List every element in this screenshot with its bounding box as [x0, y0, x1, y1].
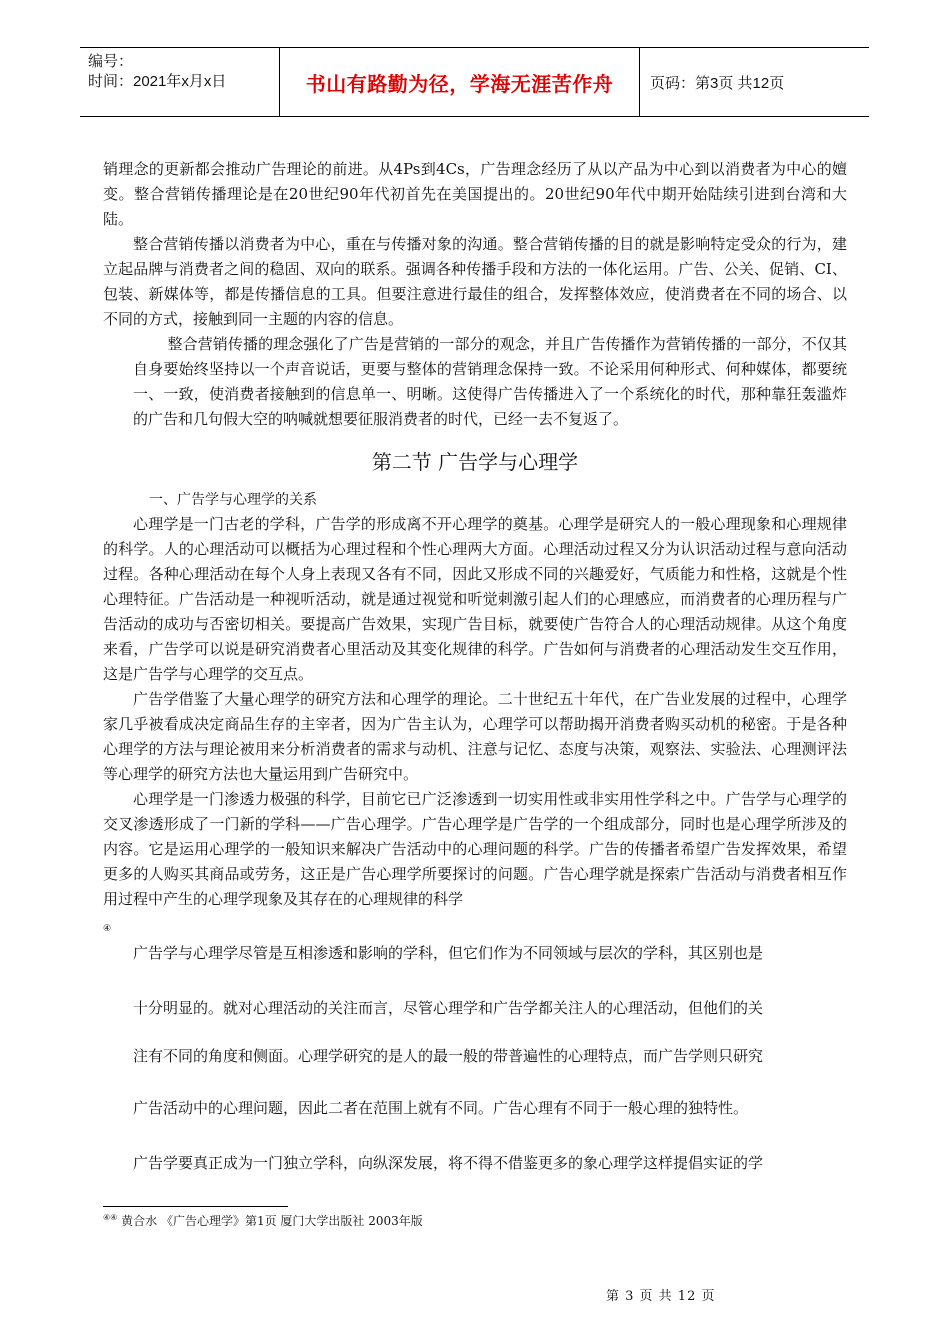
header-meta — [80, 48, 280, 116]
header-page-label: 页码：第3页 共12页 — [650, 74, 785, 92]
page-number: 第 3 页 共 12 页 — [606, 1289, 716, 1304]
paragraph-1: 销理念的更新都会推动广告理论的前进。从4Ps到4Cs，广告理念经历了从以产品为中心到以消费者为中心的嬗变。整合营销传播理论是在20世纪90年代初首先在美国提出的。20世纪90年代中期开始陆续引进到台湾和大陆。 — [103, 160, 847, 228]
paragraph-6: 心理学是一门渗透力极强的科学，目前它已广泛渗透到一切实用性或非实用性学科之中。广告学与心理学的交叉渗透形成了一门新的学科——广告心理学。广告心理学是广告学的一个组成部分，同时也是心理学所涉及的内容。它是运用心理学的一般知识来解决广告活动中的心理问题的科学。广告的传播者希望广告发挥效果，希望更多的人购买其商品或劳务，这正是广告心理学所要探讨的问题。广告心理学就是探索广告活动与消费者相互作用过程中产生的心理学现象及其存在的心理规律的科学 — [103, 790, 847, 908]
header-code-label: 编号： — [88, 53, 134, 70]
footnote-divider — [103, 1206, 288, 1207]
paragraph-2: 整合营销传播以消费者为中心，重在与传播对象的沟通。整合营销传播的目的就是影响特定受众的行为，建立起品牌与消费者之间的稳固、双向的联系。强调各种传播手段和方法的一体化运用。广告、公关、促销、CI、包装、新媒体等，都是传播信息的工具。但要注意进行最佳的组合，发挥整体效应，使消费者在不同的场合、以不同的方式，接触到同一主题的内容的信息。 — [103, 235, 847, 328]
paragraph-4: 心理学是一门古老的学科，广告学的形成离不开心理学的奠基。心理学是研究人的一般心理现象和心理规律的科学。人的心理活动可以概括为心理过程和个性心理两大方面。心理活动过程又分为认识活动过程与意向活动过程。各种心理活动在每个人身上表现又各有不同，因此又形成不同的兴趣爱好，气质能力和性格，这就是个性心理特征。广告活动是一种视听活动，就是通过视觉和听觉刺激引起人们的心理感应，而消费者的心理历程与广告活动的成功与否密切相关。要提高广告效果，实现广告目标，就要使广告符合人的心理活动规律。从这个角度来看，广告学可以说是研究消费者心里活动及其变化规律的科学。广告如何与消费者的心理活动发生交互作用，这是广告学与心理学的交互点。 — [103, 515, 847, 683]
footnote-text: 黄合水 《广告心理学》第1页 厦门大学出版社 2003年版 — [117, 1214, 423, 1228]
header-motto: 书山有路勤为径，学海无涯苦作舟 — [280, 48, 640, 116]
footnote-reference-mark: ④ — [103, 924, 112, 934]
tail-line-2: 十分明显的。就对心理活动的关注而言，尽管心理学和广告学都关注人的心理活动，但他们的关 — [133, 999, 764, 1017]
document-body — [103, 157, 847, 912]
paragraph-3: 整合营销传播的理念强化了广告是营销的一部分的观念，并且广告传播作为营销传播的一部分，不仅其自身要始终坚持以一个声音说话，更要与整体的营销理念保持一致。不论采用何种形式、何种媒体，都要统一、一致，使消费者接触到的信息单一、明晰。这使得广告传播进入了一个系统化的时代，那种靠狂轰滥炸的广告和几句假大空的呐喊就想要征服消费者的时代，已经一去不复返了。 — [133, 335, 847, 428]
header-time-label: 时间：2021年x月x日 — [88, 73, 227, 90]
tail-line-5: 广告学要真正成为一门独立学科，向纵深发展，将不得不借鉴更多的象心理学这样提倡实证的学 — [133, 1154, 764, 1172]
tail-line-4: 广告活动中的心理问题，因此二者在范围上就有不同。广告心理有不同于一般心理的独特性。 — [133, 1099, 749, 1117]
tail-line-3: 注有不同的角度和侧面。心理学研究的是人的最一般的带普遍性的心理特点，而广告学则只研究 — [133, 1047, 764, 1065]
tail-line-1: 广告学与心理学尽管是互相渗透和影响的学科，但它们作为不同领域与层次的学科，其区别也是 — [133, 944, 764, 962]
section-title: 第二节 广告学与心理学 — [371, 450, 579, 474]
page-header — [80, 47, 869, 117]
paragraph-5: 广告学借鉴了大量心理学的研究方法和心理学的理论。二十世纪五十年代，在广告业发展的过程中，心理学家几乎被看成决定商品生存的主宰者，因为广告主认为，心理学可以帮助揭开消费者购买动机的秘密。于是各种心理学的方法与理论被用来分析消费者的需求与动机、注意与记忆、态度与决策，观察法、实验法、心理测评法等心理学的研究方法也大量运用到广告研究中。 — [103, 690, 847, 783]
sub-title: 一、广告学与心理学的关系 — [149, 492, 317, 508]
footnote-mark: ④④ — [103, 1213, 118, 1222]
footnote — [103, 1212, 423, 1229]
